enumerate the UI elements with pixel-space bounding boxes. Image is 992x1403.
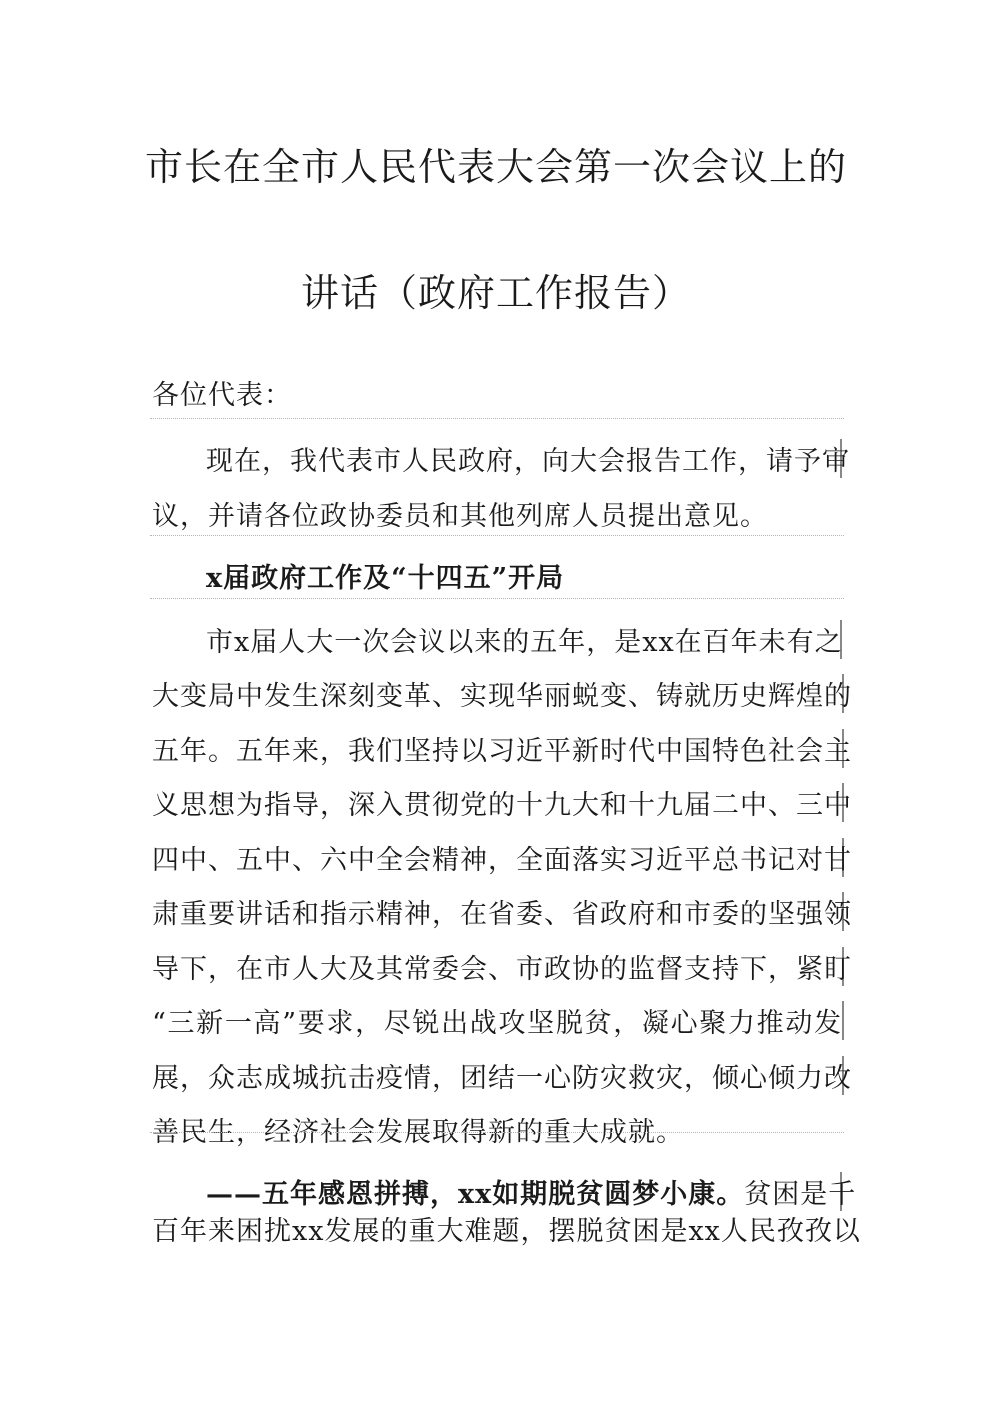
paragraph-divider: [150, 418, 844, 419]
paragraph-1-line: 善民生，经济社会发展取得新的重大成就。: [152, 1117, 684, 1148]
paragraph-1-line: 义思想为指导，深入贯彻党的十九大和十九届二中、三中: [152, 783, 844, 822]
paragraph-1-line: 四中、五中、六中全会精神，全面落实习近平总书记对甘: [152, 838, 844, 877]
paragraph-2-line-1: [152, 1172, 857, 1211]
paragraph-2-line-1-rest: 贫困是千: [744, 1179, 857, 1210]
paragraph-1-line: 大变局中发生深刻变革、实现华丽蜕变、铸就历史辉煌的: [152, 674, 844, 713]
paragraph-1-line: 展，众志成城抗击疫情，团结一心防灾救灾，倾心倾力改: [152, 1056, 844, 1095]
paragraph-2-line-2: 百年来困扰xx发展的重大难题，摆脱贫困是xx人民孜孜以: [152, 1216, 861, 1247]
paragraph-divider: [150, 598, 844, 599]
paragraph-divider: [150, 1132, 844, 1133]
paragraph-1-line: 导下，在市人大及其常委会、市政协的监督支持下，紧盯: [152, 947, 844, 986]
paragraph-1-line: 市x届人大一次会议以来的五年，是xx在百年未有之: [152, 620, 842, 659]
section-heading: x届政府工作及“十四五”开局: [206, 563, 565, 594]
paragraph-1-line: 五年。五年来，我们坚持以习近平新时代中国特色社会主: [152, 729, 844, 768]
paragraph-2-bold-lead: ——五年感恩拼搏，xx如期脱贫圆梦小康。: [206, 1179, 745, 1210]
intro-line-2: 议，并请各位政协委员和其他列席人员提出意见。: [152, 501, 768, 532]
intro-line-1: 现在，我代表市人民政府，向大会报告工作，请予审: [152, 439, 842, 478]
document-title-line-2: 讲话（政府工作报告）: [300, 271, 691, 315]
salutation: 各位代表：: [152, 380, 292, 411]
paragraph-1-line: “三新一高”要求，尽锐出战攻坚脱贫，凝心聚力推动发: [152, 1001, 844, 1040]
paragraph-divider: [150, 535, 844, 536]
paragraph-1-line: 肃重要讲话和指示精神，在省委、省政府和市委的坚强领: [152, 892, 844, 931]
document-title-line-1: 市长在全市人民代表大会第一次会议上的: [144, 145, 847, 189]
